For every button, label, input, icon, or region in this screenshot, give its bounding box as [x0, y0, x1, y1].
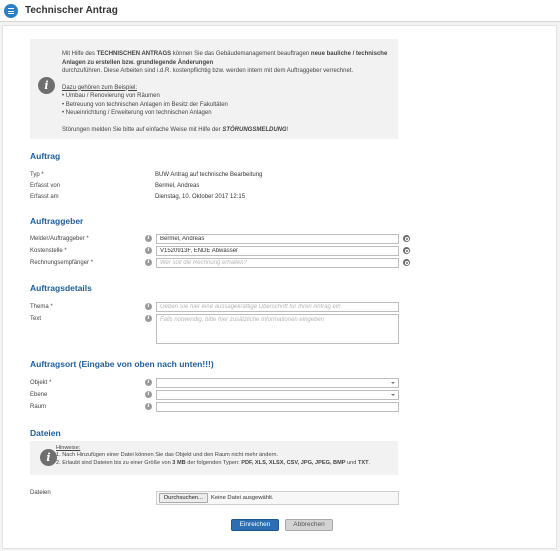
section-heading-auftrag: Auftrag [30, 151, 61, 161]
info-icon[interactable]: i [145, 315, 152, 322]
info-icon[interactable]: i [145, 247, 152, 254]
raum-input[interactable] [156, 402, 399, 412]
objekt-label: Objekt * [30, 380, 52, 386]
typ-label: Typ * [30, 172, 44, 178]
file-upload-field[interactable] [156, 491, 399, 505]
section-heading-dateien: Dateien [30, 428, 61, 438]
chevron-down-icon [391, 394, 395, 396]
kostenstelle-label: Kostenstelle * [30, 248, 67, 254]
kostenstelle-input[interactable] [156, 246, 399, 256]
info-icon[interactable]: i [145, 391, 152, 398]
page-title: Technischer Antrag [25, 5, 118, 16]
list-item: • Betreuung von technischen Anlagen im Besitz der Fakultäten [62, 101, 228, 108]
info-icon[interactable]: i [145, 259, 152, 266]
rechnungsempfaenger-label: Rechnungsempfänger * [30, 260, 94, 266]
section-heading-auftraggeber: Auftraggeber [30, 216, 84, 226]
search-icon[interactable] [403, 259, 410, 266]
content-frame [0, 22, 560, 551]
erfasst-von-label: Erfasst von [30, 183, 61, 189]
list-item: • Neueinrichtung / Erweiterung von technischen Anlagen [62, 110, 212, 116]
ebene-select[interactable] [156, 390, 399, 400]
text-textarea[interactable] [156, 314, 399, 344]
rechnungsempfaenger-input[interactable] [156, 258, 399, 268]
info-icon: i [38, 77, 55, 94]
thema-label: Thema * [30, 304, 53, 310]
cancel-button[interactable]: Abbrechen [285, 519, 333, 531]
erfasst-am-value: Dienstag, 10. Oktober 2017 12:15 [155, 194, 246, 200]
raum-label: Raum [30, 404, 47, 410]
section-heading-auftragsort: Auftragsort (Eingabe von oben nach unten!!!) [30, 359, 214, 369]
erfasst-von-value: Bermel, Andreas [155, 183, 200, 189]
info-icon: i [40, 449, 57, 466]
form-card [2, 25, 557, 549]
info-icon[interactable]: i [145, 379, 152, 386]
file-hint-box [30, 441, 398, 475]
erfasst-am-label: Erfasst am [30, 194, 59, 200]
chevron-down-icon [391, 382, 395, 384]
objekt-select[interactable] [156, 378, 399, 388]
thema-input[interactable] [156, 302, 399, 312]
list-heading: Dazu gehören zum Beispiel: [62, 84, 138, 91]
stoerungsmeldung-link[interactable]: STÖRUNGSMELDUNG [222, 126, 287, 133]
intro-info-box [30, 39, 398, 139]
browse-button[interactable]: Durchsuchen... [159, 493, 208, 503]
no-file-text: Keine Datei ausgewählt. [211, 495, 274, 501]
file-hint-text: Hinweise: 1. Nach Hinzufügen einer Datei können Sie das Objekt und den Raum nicht mehr ändern. 2. Erlaubt sind Dateien bis zu einer Größe von 3 MB der folgenden Typen: PDF, XLS, XLSX, CSV, JPG, JPEG, BMP und TXT. [56, 445, 371, 466]
search-icon[interactable] [403, 235, 410, 242]
info-icon[interactable]: i [145, 403, 152, 410]
submit-button[interactable]: Einreichen [231, 519, 279, 531]
melder-input[interactable] [156, 234, 399, 244]
melder-label: Melder/Auftraggeber * [30, 236, 89, 242]
hamburger-menu-icon[interactable] [4, 4, 18, 18]
app-header [0, 0, 560, 22]
search-icon[interactable] [403, 247, 410, 254]
dateien-label: Dateien [30, 490, 51, 496]
section-heading-auftragsdetails: Auftragsdetails [30, 283, 92, 293]
intro-text: Mit Hilfe des TECHNISCHEN ANTRAGS können Sie das Gebäudemanagement beauftragen neue bauliche / technische Anlagen zu erstellen bzw. grundlegende Änderungen durchzuführen. Diese Arbeiten sind i.d.R. kostenpflichtig bzw. werden intern mit dem Auftraggeber verrechnet. Dazu gehören zum Beispiel: • Umbau / Renovierung von Räumen • Betreuung von technischen Anlagen im Besitz der Fakultäten • Neueinrichtung / Erweiterung von technischen Anlagen Störungen melden Sie bitte auf einfache Weise mit Hilfe der STÖRUNGSMELDUNG! [62, 50, 394, 134]
info-icon[interactable]: i [145, 303, 152, 310]
info-icon[interactable]: i [145, 235, 152, 242]
typ-value: BUW Antrag auf technische Bearbeitung [155, 172, 263, 178]
text-label: Text [30, 316, 42, 322]
ebene-label: Ebene [30, 392, 48, 398]
list-item: • Umbau / Renovierung von Räumen [62, 93, 160, 99]
